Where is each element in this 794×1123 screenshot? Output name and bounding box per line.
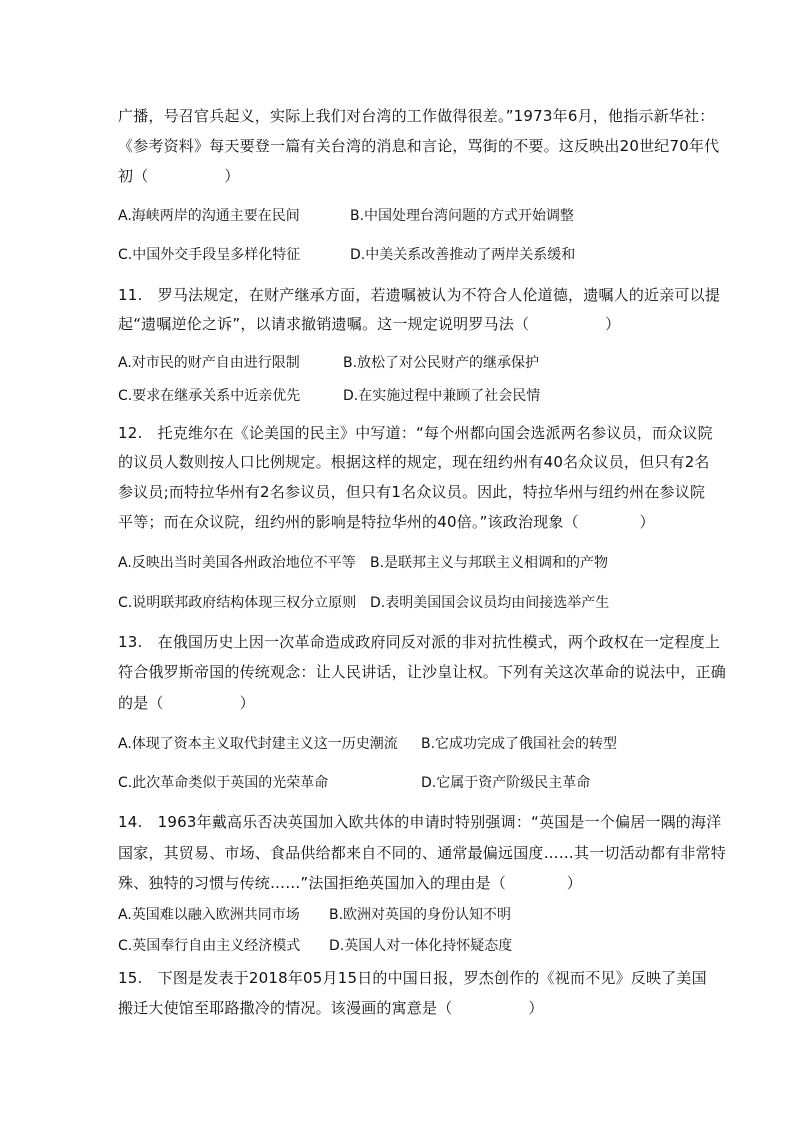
q11-option-c: C.要求在继承关系中近亲优先 bbox=[118, 388, 301, 404]
q10-stem-line-2: 《参考资料》每天要登一篇有关台湾的消息和言论，骂街的不要。这反映出20世纪70年代 bbox=[118, 137, 720, 155]
q15-stem-line-2: 搬迁大使馆至耶路撒冷的情况。该漫画的寓意是（ ） bbox=[118, 999, 544, 1017]
q12-stem-line-1: 12. 托克维尔在《论美国的民主》中写道：“每个州都向国会选派两名参议员，而众议院 bbox=[118, 424, 713, 442]
q11-option-b: B.放松了对公民财产的继承保护 bbox=[343, 355, 540, 371]
q13-option-c: C.此次革命类似于英国的光荣革命 bbox=[118, 775, 329, 791]
q12-option-b: B.是联邦主义与邦联主义相调和的产物 bbox=[370, 555, 609, 571]
q14-option-a: A.英国难以融入欧洲共同市场 bbox=[118, 907, 300, 923]
q12-option-d: D.表明美国国会议员均由间接选举产生 bbox=[370, 595, 610, 611]
q15-stem-line-1: 15. 下图是发表于2018年05月15日的中国日报，罗杰创作的《视而不见》反映了美国 bbox=[118, 969, 707, 987]
q10-option-d: D.中美关系改善推动了两岸关系缓和 bbox=[350, 247, 576, 263]
q14-stem-line-2: 国家，其贸易、市场、食品供给都来自不同的、通常最偏远国度……其一切活动都有非常特 bbox=[118, 844, 727, 862]
q13-stem-line-3: 的是（ ） bbox=[118, 694, 255, 712]
q11-option-a: A.对市民的财产自由进行限制 bbox=[118, 355, 300, 371]
q14-stem-line-1: 14. 1963年戴高乐否决英国加入欧共体的申请时特别强调：“英国是一个偏居一隅的海洋 bbox=[118, 813, 722, 831]
q10-option-c: C.中国外交手段呈多样化特征 bbox=[118, 247, 301, 263]
q13-option-d: D.它属于资产阶级民主革命 bbox=[421, 775, 591, 791]
q13-option-b: B.它成功完成了俄国社会的转型 bbox=[421, 736, 618, 752]
q11-stem-line-1: 11. 罗马法规定，在财产继承方面，若遗嘱被认为不符合人伦道德，遗嘱人的近亲可以提 bbox=[118, 286, 721, 304]
q14-option-d: D.英国人对一体化持怀疑态度 bbox=[329, 938, 513, 954]
q13-option-a: A.体现了资本主义取代封建主义这一历史潮流 bbox=[118, 736, 398, 752]
q11-stem-line-2: 起“遗嘱逆伦之诉”，以请求撤销遗嘱。这一规定说明罗马法（ ） bbox=[118, 315, 621, 333]
q12-stem-line-4: 平等；而在众议院，纽约州的影响是特拉华州的40倍。”该政治现象（ ） bbox=[118, 513, 655, 531]
q11-option-d: D.在实施过程中兼顾了社会民情 bbox=[343, 388, 541, 404]
q12-stem-line-2: 的议员人数则按人口比例规定。根据这样的规定，现在纽约州有40名众议员，但只有2名 bbox=[118, 453, 710, 471]
q14-option-c: C.英国奉行自由主义经济模式 bbox=[118, 938, 301, 954]
q13-stem-line-1: 13. 在俄国历史上因一次革命造成政府同反对派的非对抗性模式，两个政权在一定程度上 bbox=[118, 633, 721, 651]
q10-option-a: A.海峡两岸的沟通主要在民间 bbox=[118, 208, 300, 224]
q10-stem-line-1: 广播，号召官兵起义，实际上我们对台湾的工作做得很差。”1973年6月，他指示新华社： bbox=[118, 107, 715, 125]
q14-stem-line-3: 殊、独特的习惯与传统……”法国拒绝英国加入的理由是（ ） bbox=[118, 874, 582, 892]
q10-stem-line-3: 初（ ） bbox=[118, 167, 240, 185]
q12-option-a: A.反映出当时美国各州政治地位不平等 bbox=[118, 555, 356, 571]
q14-option-b: B.欧洲对英国的身份认知不明 bbox=[329, 907, 512, 923]
q12-option-c: C.说明联邦政府结构体现三权分立原则 bbox=[118, 595, 357, 611]
q12-stem-line-3: 参议员;而特拉华州有2名参议员，但只有1名众议员。因此，特拉华州与纽约州在参议院 bbox=[118, 483, 706, 501]
q13-stem-line-2: 符合俄罗斯帝国的传统观念：让人民讲话，让沙皇让权。下列有关这次革命的说法中，正确 bbox=[118, 663, 727, 681]
q10-option-b: B.中国处理台湾问题的方式开始调整 bbox=[350, 208, 575, 224]
